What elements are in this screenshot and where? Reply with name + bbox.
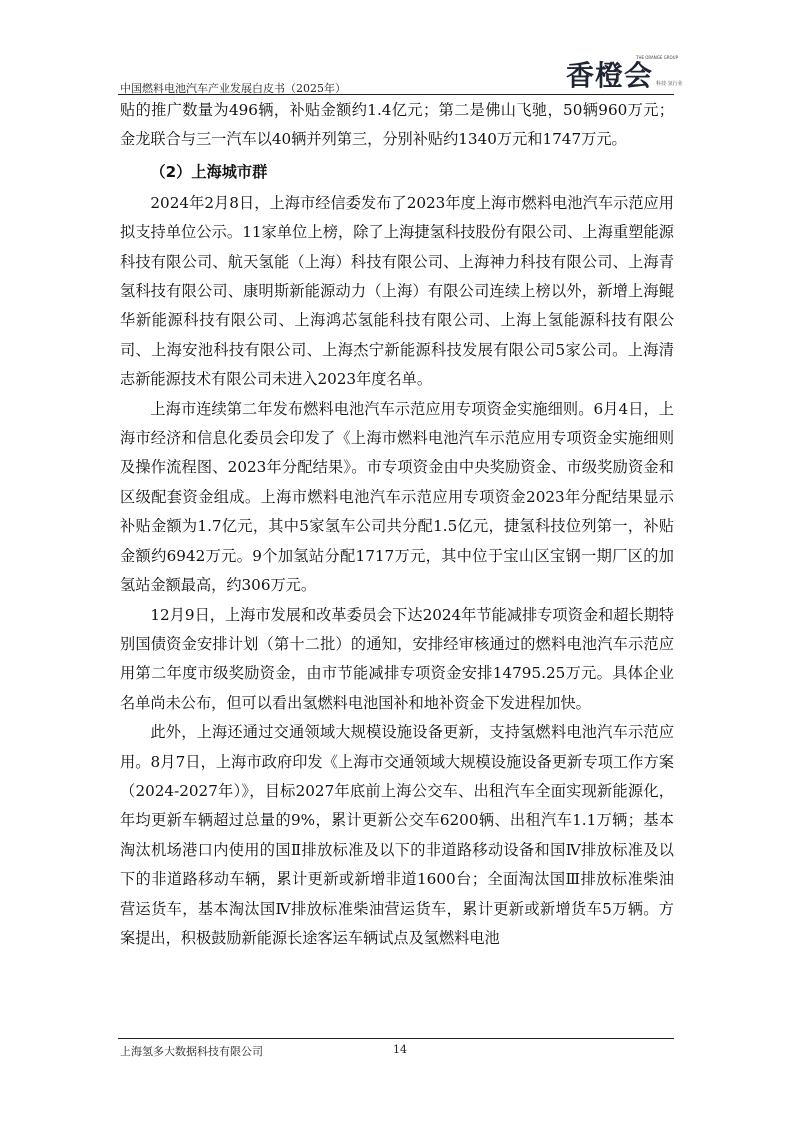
document-body xyxy=(120,96,674,953)
paragraph: 上海市连续第二年发布燃料电池汽车示范应用专项资金实施细则。6月4日，上海市经济和信息化委员会印发了《上海市燃料电池汽车示范应用专项资金实施细则及操作流程图、2023年分配结果》。市专项资金由中央奖励资金、市级奖励资金和区级配套资金组成。上海市燃料电池汽车示范应用专项资金2023年分配结果显示补贴金额为1.7亿元，其中5家氢车公司共分配1.5亿元，捷氢科技位列第一，补贴金额约6942万元。9个加氢站分配1717万元，其中位于宝山区宝钢一期厂区的加氢站金额最高，约306万元。 xyxy=(120,399,674,595)
footer-divider xyxy=(118,1038,674,1039)
header-divider xyxy=(118,94,674,95)
paragraph: 12月9日，上海市发展和改革委员会下达2024年节能减排专项资金和超长期特别国债资金安排计划（第十二批）的通知，安排经审核通过的燃料电池汽车示范应用第二年度市级奖励资金，由市节能减排专项资金安排14795.25万元。具体企业名单尚未公布，但可以看出氢燃料电池国补和地补资金下发进程加快。 xyxy=(120,605,674,712)
paragraph: 此外，上海还通过交通领域大规模设施设备更新，支持氢燃料电池汽车示范应用。8月7日，上海市政府印发《上海市交通领域大规模设施设备更新专项工作方案（2024-2027年）》，目标2027年底前上海公交车、出租汽车全面实现新能源化，年均更新车辆超过总量的9%，累计更新公交车6200辆、出租汽车1.1万辆；基本淘汰机场港口内使用的国Ⅱ排放标准及以下的非道路移动设备和国Ⅳ排放标准及以下的非道路移动车辆，累计更新或新增非道1600台；全面淘汰国Ⅲ排放标准柴油营运货车，基本淘汰国Ⅳ排放标准柴油营运货车，累计更新或新增货车5万辆。方案提出，积极鼓励新能源长途客运车辆试点及氢燃料电池 xyxy=(120,723,674,947)
logo-tagline: THE ORANGE GROUP xyxy=(636,55,679,60)
logo-subtitle: 科技·氢行业 xyxy=(656,81,683,87)
header-title: 中国燃料电池汽车产业发展白皮书（2025年） xyxy=(120,82,346,95)
brand-logo xyxy=(566,52,686,92)
footer-company: 上海氢多大数据科技有限公司 xyxy=(120,1045,263,1058)
logo-text: 香橙会 xyxy=(566,59,654,92)
paragraph-continuation: 贴的推广数量为496辆，补贴金额约1.4亿元；第二是佛山飞驰，50辆960万元；金龙联合与三一汽车以40辆并列第三，分别补贴约1340万元和1747万元。 xyxy=(120,101,674,149)
section-heading: （2）上海城市群 xyxy=(150,162,268,181)
page-number: 14 xyxy=(393,1043,407,1056)
paragraph: 2024年2月8日，上海市经信委发布了2023年度上海市燃料电池汽车示范应用拟支持单位公示。11家单位上榜，除了上海捷氢科技股份有限公司、上海重塑能源科技有限公司、航天氢能（上海）科技有限公司、上海神力科技有限公司、上海青氢科技有限公司、康明斯新能源动力（上海）有限公司连续上榜以外，新增上海鲲华新能源科技有限公司、上海鸿芯氢能科技有限公司、上海上氢能源科技有限公司、上海安池科技有限公司、上海杰宁新能源科技发展有限公司5家公司。上海清志新能源技术有限公司未进入2023年度名单。 xyxy=(120,193,674,389)
